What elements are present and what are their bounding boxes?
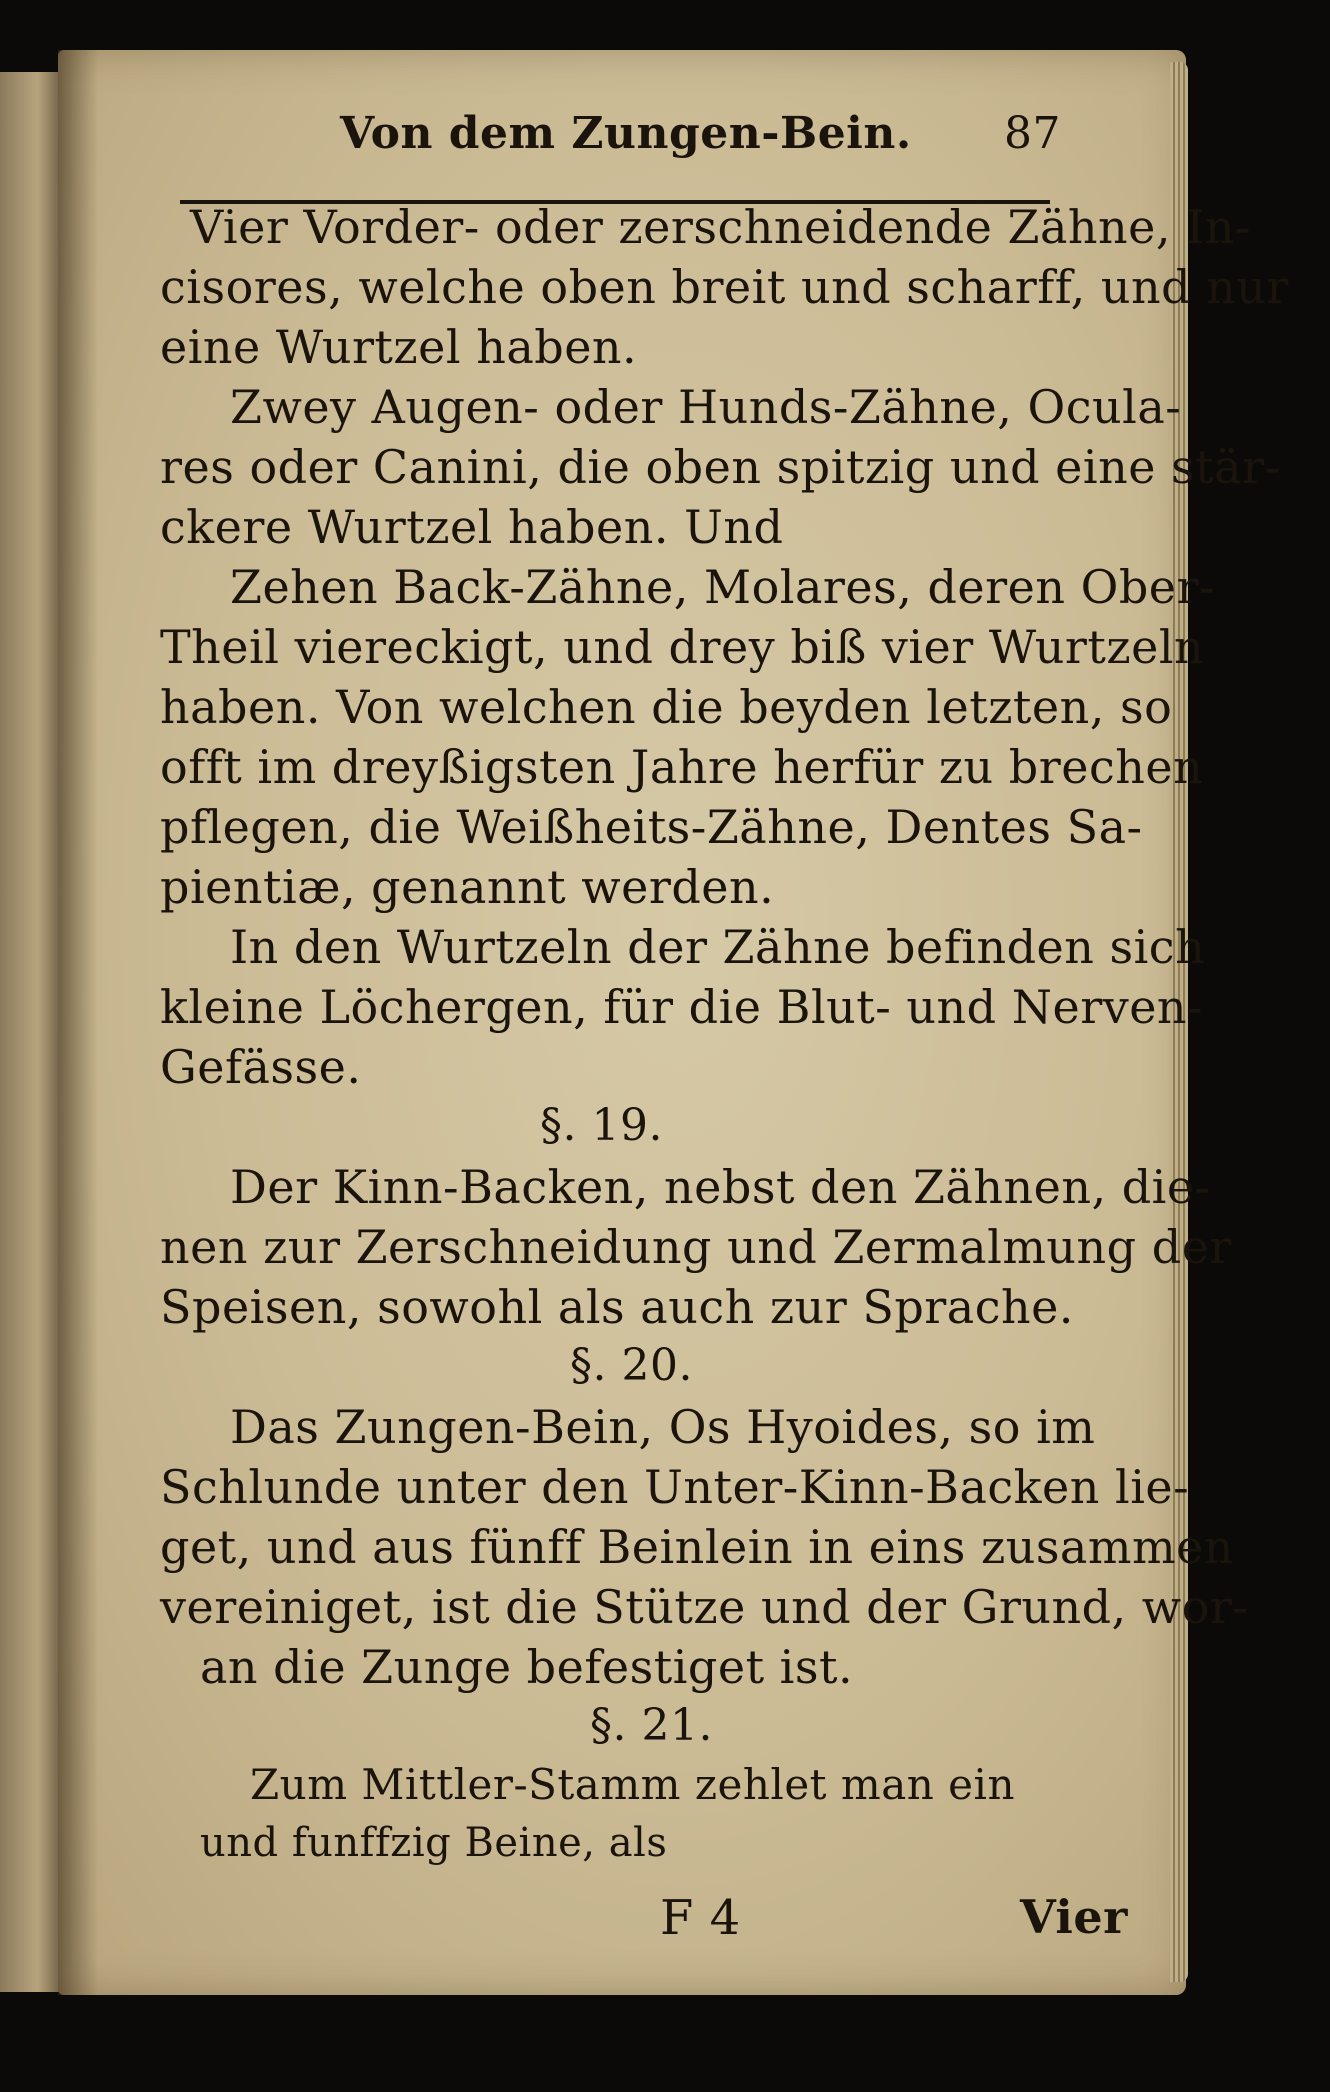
page-number: 87 (1004, 108, 1061, 159)
text-line: Speisen, sowohl als auch zur Sprache. (160, 1280, 1074, 1334)
text-line: In den Wurtzeln der Zähne befinden sich (230, 920, 1206, 974)
text-line: pflegen, die Weißheits-Zähne, Dentes Sa- (160, 800, 1143, 854)
text-line: get, und aus fünff Beinlein in eins zusammen (160, 1520, 1234, 1574)
text-line: Gefässe. (160, 1040, 362, 1094)
text-line: Zehen Back-Zähne, Molares, deren Ober- (230, 560, 1216, 614)
section-heading: §. 20. (570, 1340, 693, 1391)
text-line: Theil viereckigt, und drey biß vier Wurtzeln (160, 620, 1205, 674)
facing-page-edge (0, 72, 62, 1992)
section-heading: §. 21. (590, 1700, 713, 1751)
signature-mark: F 4 (660, 1890, 741, 1946)
text-line: haben. Von welchen die beyden letzten, so (160, 680, 1173, 734)
text-line: vereiniget, ist die Stütze und der Grund, wor- (160, 1580, 1249, 1634)
text-line: Das Zungen-Bein, Os Hyoides, so im (230, 1400, 1096, 1454)
text-line: und funffzig Beine, als (200, 1820, 668, 1866)
text-line: Schlunde unter den Unter-Kinn-Backen lie- (160, 1460, 1190, 1514)
text-line: Zum Mittler-Stamm zehlet man ein (250, 1760, 1016, 1809)
text-line: Der Kinn-Backen, nebst den Zähnen, die- (230, 1160, 1211, 1214)
text-line: offt im dreyßigsten Jahre herfür zu brechen (160, 740, 1204, 794)
page-gutter-shadow (58, 50, 98, 1995)
text-line: res oder Canini, die oben spitzig und eine stär- (160, 440, 1281, 494)
text-line: an die Zunge befestiget ist. (200, 1640, 854, 1694)
text-line: nen zur Zerschneidung und Zermalmung der (160, 1220, 1232, 1274)
text-line: eine Wurtzel haben. (160, 320, 638, 374)
text-line: kleine Löchergen, für die Blut- und Nerven- (160, 980, 1204, 1034)
text-line: cisores, welche oben breit und scharff, und nur (160, 260, 1289, 314)
text-line: Vier Vorder- oder zerschneidende Zähne, In- (190, 200, 1251, 254)
running-head: Von dem Zungen-Bein. (340, 108, 912, 159)
section-heading: §. 19. (540, 1100, 663, 1151)
text-line: Zwey Augen- oder Hunds-Zähne, Ocula- (230, 380, 1182, 434)
text-line: pientiæ, genannt werden. (160, 860, 775, 914)
catchword: Vier (1020, 1890, 1128, 1944)
text-line: ckere Wurtzel haben. Und (160, 500, 784, 554)
